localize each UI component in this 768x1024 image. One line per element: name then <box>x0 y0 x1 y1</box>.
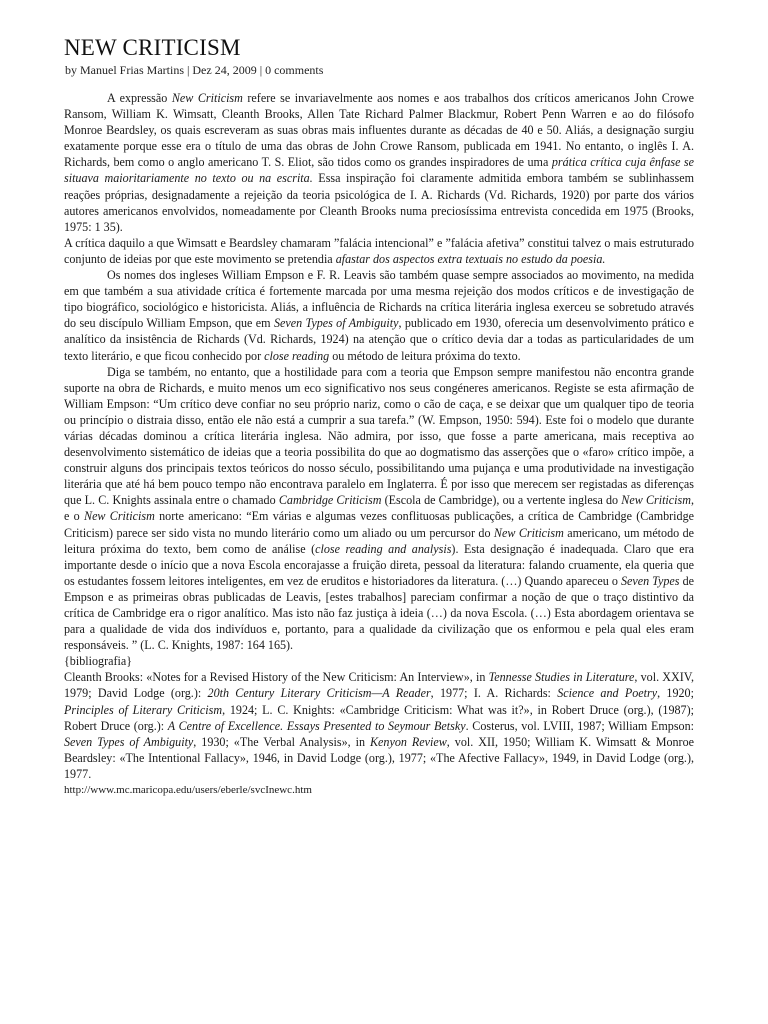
italic-text: New Criticism <box>171 91 243 105</box>
article-byline: by Manuel Frias Martins | Dez 24, 2009 | 0 comments <box>65 63 324 77</box>
source-link[interactable]: http://www.mc.maricopa.edu/users/eberle/svcInewc.htm <box>64 784 312 797</box>
italic-text: prática crítica cuja ênfase se situava maioritariamente no texto ou na escrita. <box>64 155 694 186</box>
paragraph-english-critics: Os nomes dos ingleses William Empson e F. R. Leavis são também quase sempre associados ao movimento, na medida em que também a sua atividade crítica é fortemente marcada por uma mesma rejeição dos modos críticos e de investigação de tipo biográfico, sociológico e historicista. Aliás, a influência de Richards na crítica literária inglesa exerceu se sobretudo através do seu discípulo William Empson, que em Seven Types of Ambiguity, publicado em 1930, oferecia um desenvolvimento prático e analítico da insistência de Richards (Vd. Richards, 1924) na atenção que o crítico devia dar a todas as particularidades de um texto literário, e que ficou conhecido por close reading ou método de leitura próxima do texto. <box>64 268 695 363</box>
italic-text: A Centre of Excellence. Essays Presented to Seymour Betsky <box>167 718 466 733</box>
italic-text: Seven Types of Ambiguity <box>273 316 399 331</box>
italic-text: close reading and analysis <box>315 541 452 556</box>
italic-text: 20th Century Literary Criticism—A Reader <box>207 686 431 701</box>
italic-text: Seven Types of Ambiguity <box>64 734 194 749</box>
article-title: NEW CRITICISM <box>64 35 241 60</box>
bibliography-list: Cleanth Brooks: «Notes for a Revised History of the New Criticism: An Interview», in Tennesse Studies in Literature, vol. XXIV, 1979; David Lodge (org.): 20th Century Literary Criticism—A Reader, 1977; I. A. Richards: Science and Poetry, 1920; Principles of Literary Criticism, 1924; L. C. Knights: «Cambridge Criticism: What was it?», in Robert Druce (org.), (1987); Robert Druce (org.): A Centre of Excellence. Essays Presented to Seymour Betsky. Costerus, vol. LVIII, 1987; William Empson: Seven Types of Ambiguity, 1930; «The Verbal Analysis», in Kenyon Review, vol. XII, 1950; William K. Wimsatt & Monroe Beardsley: «The Intentional Fallacy», 1946, in David Lodge (org.), 1977; «The Afective Fallacy», 1949, in David Lodge (org.), 1977. <box>64 670 694 781</box>
italic-text: afastar dos aspectos extra textuais no estudo da poesia. <box>335 251 606 266</box>
italic-text: Cambridge Criticism <box>278 493 382 508</box>
italic-text: New Criticism <box>621 493 691 508</box>
italic-text: Kenyon Review <box>369 734 447 749</box>
italic-text: New Criticism <box>84 509 155 524</box>
italic-text: New Criticism <box>493 525 564 540</box>
article-body <box>64 90 694 798</box>
italic-text: Principles of Literary Criticism <box>64 702 223 717</box>
italic-text: close reading <box>264 348 330 363</box>
paragraph-fallacies: A crítica daquilo a que Wimsatt e Beardsley chamaram ”falácia intencional” e ”falácia afetiva” constitui talvez o mais estruturado conjunto de ideias por que este movimento se pretendia afastar dos aspectos extra textuais no estudo da poesia. <box>64 235 694 266</box>
article <box>64 34 694 798</box>
paragraph-intro: A expressão New Criticism refere se invariavelmente aos nomes e aos trabalhos dos críticos americanos John Crowe Ransom, William K. Wimsatt, Cleanth Brooks, Allen Tate Richard Palmer Blackmur, Robert Penn Warren e ao do filósofo Monroe Beardsley, os quais escreveram as suas obras mais influentes durante as décadas de 40 e 50. Aliás, a designação surgiu exatamente porque esse era o título de uma das obras de John Crowe Ransom, publicada em 1941. No entanto, o inglês I. A. Richards, bem como o anglo americano T. S. Eliot, são tidos como os grandes inspiradores de uma prática crítica cuja ênfase se situava maioritariamente no texto ou na escrita. Essa inspiração foi claramente admitida embora também se sublinhassem reações próprias, designadamente a rejeição da teoria psicológica de I. A. Richards (Vd. Richards, 1920) por parte dos vários autores americanos envolvidos, nomeadamente por Cleanth Brooks numa preciosíssima entrevista concedida em 1975 (Brooks, 1975: 1 35). <box>64 91 694 234</box>
italic-text: Science and Poetry <box>557 686 658 701</box>
paragraph-empson-hostility: Diga se também, no entanto, que a hostilidade para com a teoria que Empson sempre manifestou não encontra grande suporte na obra de Richards, e muito menos um eco significativo nos seus congéneres americanos. Registe se esta afirmação de William Empson: “Um crítico deve confiar no seu próprio nariz, como o cão de caça, e se deixar que um qualquer tipo de teoria ou princípio o distraia disso, então ele não está a cumprir a sua tarefa.” (W. Empson, 1950: 594). Este foi o modelo que durante várias décadas dominou a crítica literária inglesa. Não admira, por isso, que fosse a parte americana, mais receptiva ao desenvolvimento sistemático de ideias que a teoria possibilita do que ao dogmatismo das asserções que o «faro» crítico impõe, a construir alguns dos principais textos teóricos do nosso século, possibilitando uma pujança e uma produtividade na investigação literária que até há bem pouco tempo não encontrava paralelo em Inglaterra. É por isso que merecem ser registadas as diferenças que L. C. Knights assinala entre o chamado Cambridge Criticism (Escola de Cambridge), ou a vertente inglesa do New Criticism, e o New Criticism norte americano: “Em várias e algumas vezes conflituosas publicações, a crítica de Cambridge (Cambridge Criticism) parece ser sido vista no mundo literário como um aliado ou um percursor do New Criticism americano, um método de leitura próxima do texto, bem como de análise (close reading and analysis). Esta designação é inadequada. Claro que era importante desde o início que a nova Escola encorajasse a fruição direta, pessoal da literatura: falando cruamente, ela queria que os estudantes fossem leitores inteligentes, em vez de eruditos e historiadores da literatura. (…) Quando apareceu o Seven Types de Empson e as primeiras obras publicadas de Leavis, [estes trabalhos] pareciam confirmar a noção de que o traço distintivo da crítica de Cambridge era o rigor analítico. Mas isto não faz justiça à ideia (…) da nova Escola. (…) Esta abordagem orientava se para a qualidade de vida dos indivíduos e, portanto, para a qualidade da civilização que os enformou e pela qual eles eram responsáveis. ” (L. C. Knights, 1987: 164 165). <box>64 364 695 653</box>
bibliography-label: {bibliografia} <box>64 654 133 669</box>
italic-text: Tennesse Studies in Literature <box>488 670 635 685</box>
italic-text: Seven Types <box>620 573 680 588</box>
